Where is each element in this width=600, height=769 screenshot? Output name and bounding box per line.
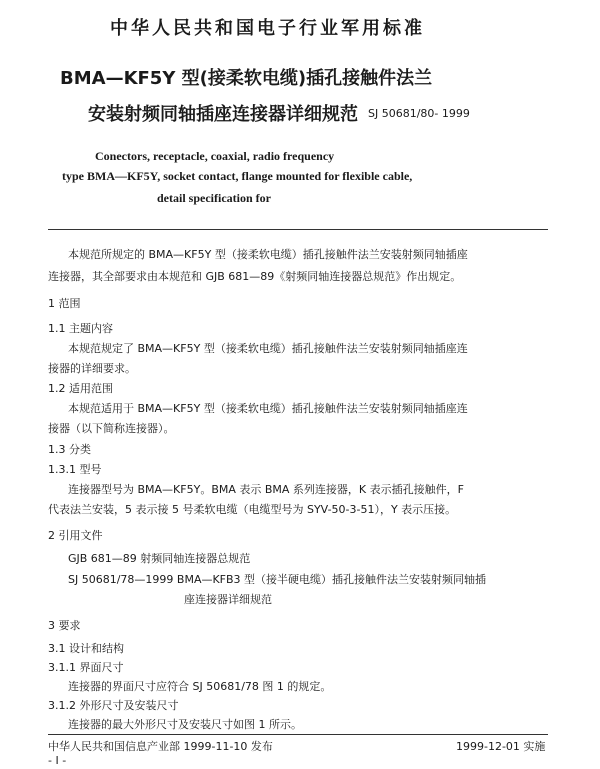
document-title-line-1: BMA—KF5Y 型(接柔软电缆)插孔接触件法兰 xyxy=(60,68,433,89)
document-title-line-2: 安装射频同轴插座连接器详细规范 xyxy=(88,104,358,125)
standard-number: SJ 50681/80- 1999 xyxy=(368,107,470,120)
standard-category-header: 中华人民共和国电子行业军用标准 xyxy=(110,18,425,39)
reference-1: GJB 681—89 射频同轴连接器总规范 xyxy=(68,552,251,565)
section-3-heading: 3 要求 xyxy=(48,619,81,632)
section-1-3-heading: 1.3 分类 xyxy=(48,443,91,456)
section-2-heading: 2 引用文件 xyxy=(48,529,103,542)
section-1-3-1-text-line-2: 代表法兰安装，5 表示接 5 号柔软电缆（电缆型号为 SYV-50-3-51），Y 表示压接。 xyxy=(48,503,457,516)
reference-2-line-2: 座连接器详细规范 xyxy=(184,593,272,606)
title-divider xyxy=(48,229,548,230)
issue-date: 中华人民共和国信息产业部 1999-11-10 发布 xyxy=(48,740,273,753)
english-title-line-1: Conectors, receptacle, coaxial, radio frequency xyxy=(95,149,335,163)
section-1-2-text-line-2: 接器（以下简称连接器）。 xyxy=(48,422,175,435)
section-3-1-2-heading: 3.1.2 外形尺寸及安装尺寸 xyxy=(48,699,179,712)
section-3-1-heading: 3.1 设计和结构 xyxy=(48,642,124,655)
english-title-line-3: detail specification for xyxy=(157,191,271,205)
section-1-3-1-text-line-1: 连接器型号为 BMA—KF5Y。BMA 表示 BMA 系列连接器，K 表示插孔接触件，F xyxy=(68,483,464,496)
intro-line-2: 连接器，其全部要求由本规范和 GJB 681—89《射频同轴连接器总规范》作出规定。 xyxy=(48,270,462,283)
section-1-3-1-heading: 1.3.1 型号 xyxy=(48,463,102,476)
english-title-line-2: type BMA—KF5Y, socket contact, flange mounted for flexible cable, xyxy=(62,169,413,183)
footer-divider xyxy=(48,734,548,735)
intro-line-1: 本规范所规定的 BMA—KF5Y 型（接柔软电缆）插孔接触件法兰安装射频同轴插座 xyxy=(68,248,468,261)
effective-date: 1999-12-01 实施 xyxy=(456,740,546,753)
section-1-heading: 1 范围 xyxy=(48,297,81,310)
section-1-2-text-line-1: 本规范适用于 BMA—KF5Y 型（接柔软电缆）插孔接触件法兰安装射频同轴插座连 xyxy=(68,402,468,415)
section-1-2-heading: 1.2 适用范围 xyxy=(48,382,113,395)
section-1-1-text-line-2: 接器的详细要求。 xyxy=(48,362,136,375)
section-3-1-1-heading: 3.1.1 界面尺寸 xyxy=(48,661,124,674)
section-3-1-2-text: 连接器的最大外形尺寸及安装尺寸如图 1 所示。 xyxy=(68,718,302,731)
reference-2-line-1: SJ 50681/78—1999 BMA—KFB3 型（接半硬电缆）插孔接触件法兰安装射频同轴插 xyxy=(68,573,487,586)
section-1-1-text-line-1: 本规范规定了 BMA—KF5Y 型（接柔软电缆）插孔接触件法兰安装射频同轴插座连 xyxy=(68,342,468,355)
page-number: - I - xyxy=(48,754,67,767)
section-3-1-1-text: 连接器的界面尺寸应符合 SJ 50681/78 图 1 的规定。 xyxy=(68,680,332,693)
section-1-1-heading: 1.1 主题内容 xyxy=(48,322,113,335)
